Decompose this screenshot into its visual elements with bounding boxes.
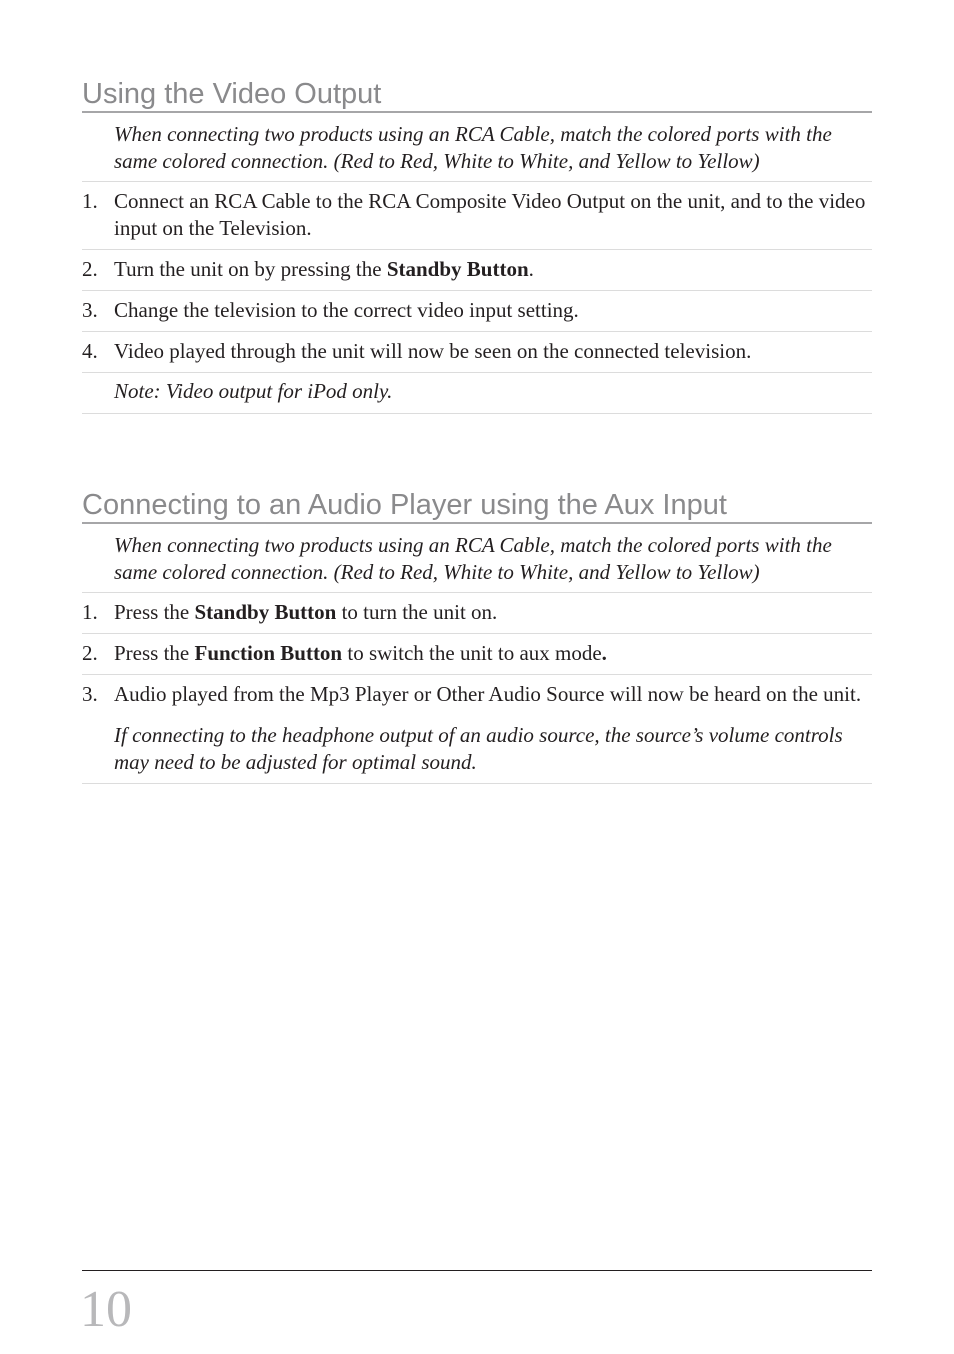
list-item [82, 332, 872, 373]
step-text [114, 256, 872, 283]
step-text [114, 599, 872, 626]
step-text: Video played through the unit will now be seen on the connected television. [114, 339, 752, 363]
intro-text: When connecting two products using an RCA Cable, match the colored ports with the same colored connection. (Red to Red, White to White, and Yellow to Yellow) [82, 524, 872, 593]
step-text-part: Press the [114, 641, 195, 665]
step-number: 1. [82, 600, 98, 624]
step-text-part: to switch the unit to aux mode [342, 641, 602, 665]
step-text-part: Audio played from the Mp3 Player or Other Audio Source will now be heard on the unit. [114, 682, 862, 706]
list-item [82, 634, 872, 675]
section-aux-input [82, 488, 872, 784]
step-text-part: to turn the unit on. [336, 600, 498, 624]
step-number: 3. [82, 682, 98, 706]
step-text: Connect an RCA Cable to the RCA Composite Video Output on the unit, and to the video input on the Television. [114, 189, 866, 240]
footer-divider [82, 1270, 872, 1271]
list-item [82, 250, 872, 291]
step-bold-period: . [601, 641, 607, 665]
list-item [82, 182, 872, 250]
step-bold-term: Function Button [194, 641, 343, 665]
section-title: Connecting to an Audio Player using the Aux Input [82, 488, 872, 524]
step-note: If connecting to the headphone output of an audio source, the source’s volume controls may need to be adjusted for optimal sound. [114, 723, 843, 774]
section-title: Using the Video Output [82, 77, 872, 113]
list-item [82, 593, 872, 634]
step-text-part: . [528, 257, 534, 281]
step-number: 2. [82, 641, 98, 665]
step-bold-term: Standby Button [386, 257, 529, 281]
page-number: 10 [80, 1281, 132, 1338]
intro-text: When connecting two products using an RCA Cable, match the colored ports with the same colored connection. (Red to Red, White to White, and Yellow to Yellow) [82, 113, 872, 182]
step-number: 1. [82, 189, 98, 213]
step-text: Change the television to the correct video input setting. [114, 298, 579, 322]
step-number: 4. [82, 339, 98, 363]
list-item [82, 291, 872, 332]
step-number: 2. [82, 257, 98, 281]
step-bold-term: Standby Button [194, 600, 337, 624]
list-item [82, 675, 872, 784]
step-text-part: Press the [114, 600, 195, 624]
step-number: 3. [82, 298, 98, 322]
section-video-output [82, 77, 872, 414]
note-text: Note: Video output for iPod only. [82, 373, 872, 414]
step-text [114, 681, 872, 776]
step-text-part: Turn the unit on by pressing the [114, 257, 387, 281]
step-text [114, 640, 872, 667]
